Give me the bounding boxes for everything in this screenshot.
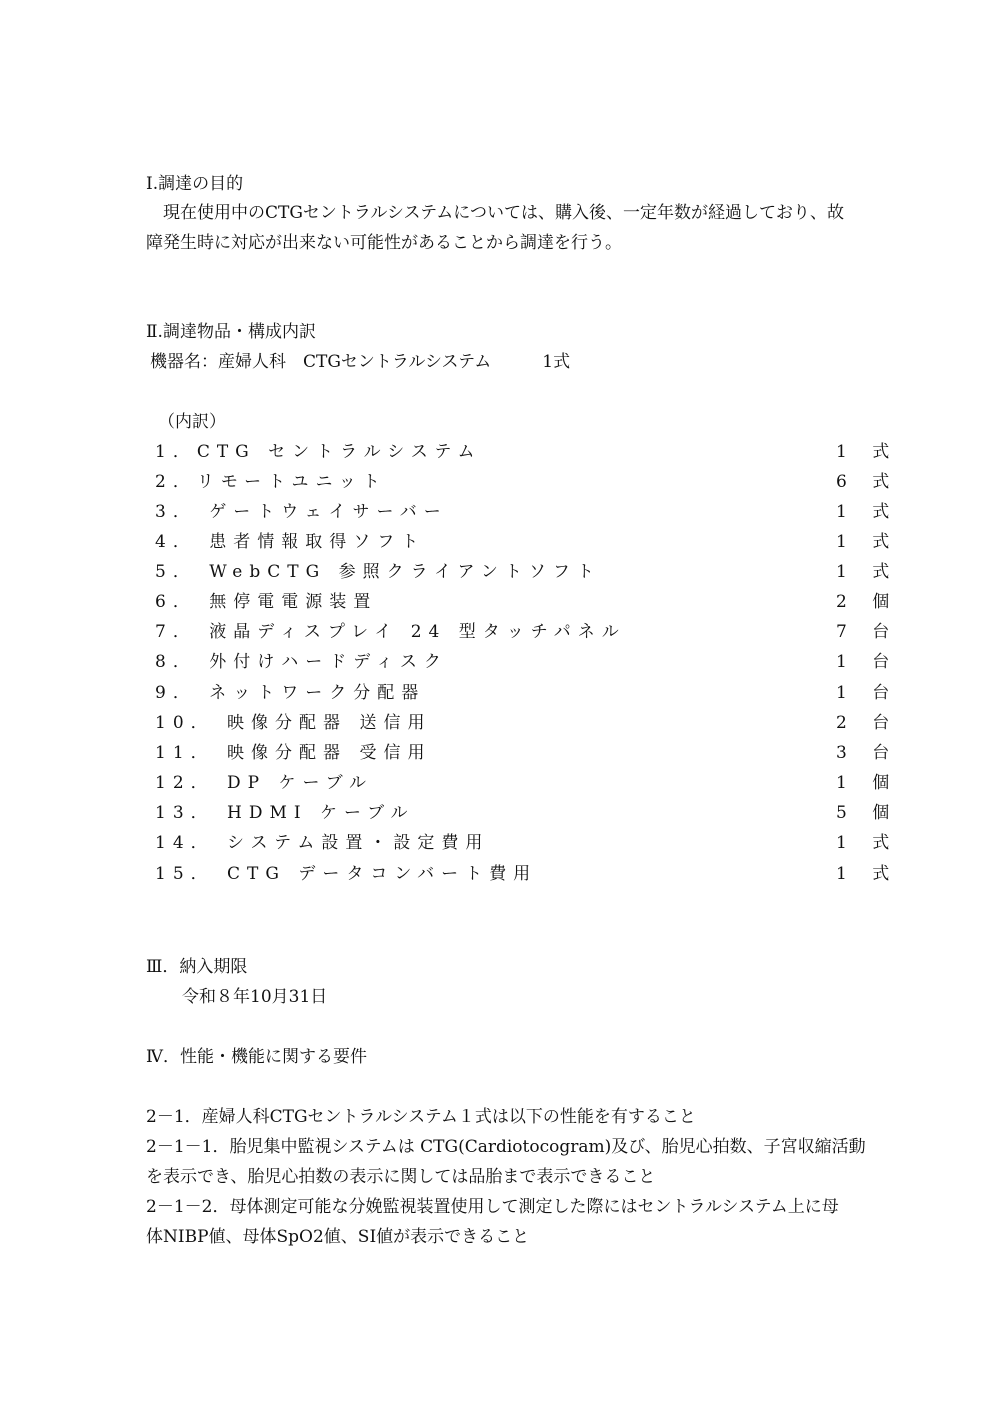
list-item-label: 12． DP ケーブル	[155, 773, 373, 793]
list-item-label: 4． 患者情報取得ソフト	[155, 532, 426, 552]
requirement-2-1-1-line1: 2－1－1．胎児集中監視システムは CTG(Cardiotocogram)及び、胎児心拍数、子宮収縮活動	[146, 1137, 866, 1157]
section3-heading: Ⅲ．納入期限	[146, 957, 248, 977]
list-item-qty: 1 個	[836, 773, 900, 793]
section1-paragraph-line2: 障発生時に対応が出来ない可能性があることから調達を行う。	[146, 233, 622, 253]
list-item-qty: 1 式	[836, 864, 900, 884]
list-item-qty: 3 台	[836, 743, 900, 763]
list-item-qty: 1 式	[836, 442, 900, 462]
list-item-label: 2．リモートユニット	[155, 472, 387, 492]
list-item-qty: 5 個	[836, 803, 900, 823]
list-item-label: 3． ゲートウェイサーバー	[155, 502, 448, 522]
list-item-label: 15． CTG データコンバート費用	[155, 864, 538, 884]
list-item-qty: 1 式	[836, 532, 900, 552]
list-item-qty: 6 式	[836, 472, 900, 492]
list-item-qty: 1 式	[836, 502, 900, 522]
requirement-2-1-2-line2: 体NIBP値、母体SpO2値、SI値が表示できること	[146, 1227, 530, 1247]
list-item-label: 6． 無停電電源装置	[155, 592, 378, 612]
requirement-2-1: 2－1．産婦人科CTGセントラルシステム１式は以下の性能を有すること	[146, 1107, 696, 1127]
list-item-qty: 2 台	[836, 713, 900, 733]
list-item-label: 8． 外付けハードディスク	[155, 652, 448, 672]
list-item-label: 1．CTG セントラルシステム	[155, 442, 482, 462]
section4-heading: Ⅳ．性能・機能に関する要件	[146, 1047, 367, 1067]
list-item-label: 5． WebCTG 参照クライアントソフト	[155, 562, 601, 582]
breakdown-label: （内訳）	[158, 412, 226, 432]
requirement-2-1-1-line2: を表示でき、胎児心拍数の表示に関しては品胎まで表示できること	[146, 1167, 656, 1187]
equipment-name-line: 機器名：産婦人科 CTGセントラルシステム 1式	[150, 352, 571, 372]
delivery-deadline-date: 令和８年10月31日	[182, 987, 328, 1007]
section1-heading: Ⅰ.調達の目的	[146, 174, 244, 194]
list-item-label: 10． 映像分配器 送信用	[155, 713, 432, 733]
list-item-qty: 7 台	[836, 622, 900, 642]
list-item-qty: 2 個	[836, 592, 900, 612]
section1-paragraph-line1: 現在使用中のCTGセントラルシステムについては、購入後、一定年数が経過しており、故	[163, 203, 844, 223]
list-item-qty: 1 式	[836, 562, 900, 582]
list-item-label: 7． 液晶ディスプレイ 24 型タッチパネル	[155, 622, 626, 642]
requirement-2-1-2-line1: 2－1－2．母体測定可能な分娩監視装置使用して測定した際にはセントラルシステム上に母	[146, 1197, 839, 1217]
list-item-label: 13． HDMI ケーブル	[155, 803, 415, 823]
list-item-label: 11． 映像分配器 受信用	[155, 743, 432, 763]
list-item-qty: 1 台	[836, 683, 900, 703]
section2-heading: Ⅱ.調達物品・構成内訳	[146, 322, 316, 342]
list-item-qty: 1 台	[836, 652, 900, 672]
list-item-qty: 1 式	[836, 833, 900, 853]
list-item-label: 9． ネットワーク分配器	[155, 683, 426, 703]
list-item-label: 14． システム設置・設定費用	[155, 833, 490, 853]
